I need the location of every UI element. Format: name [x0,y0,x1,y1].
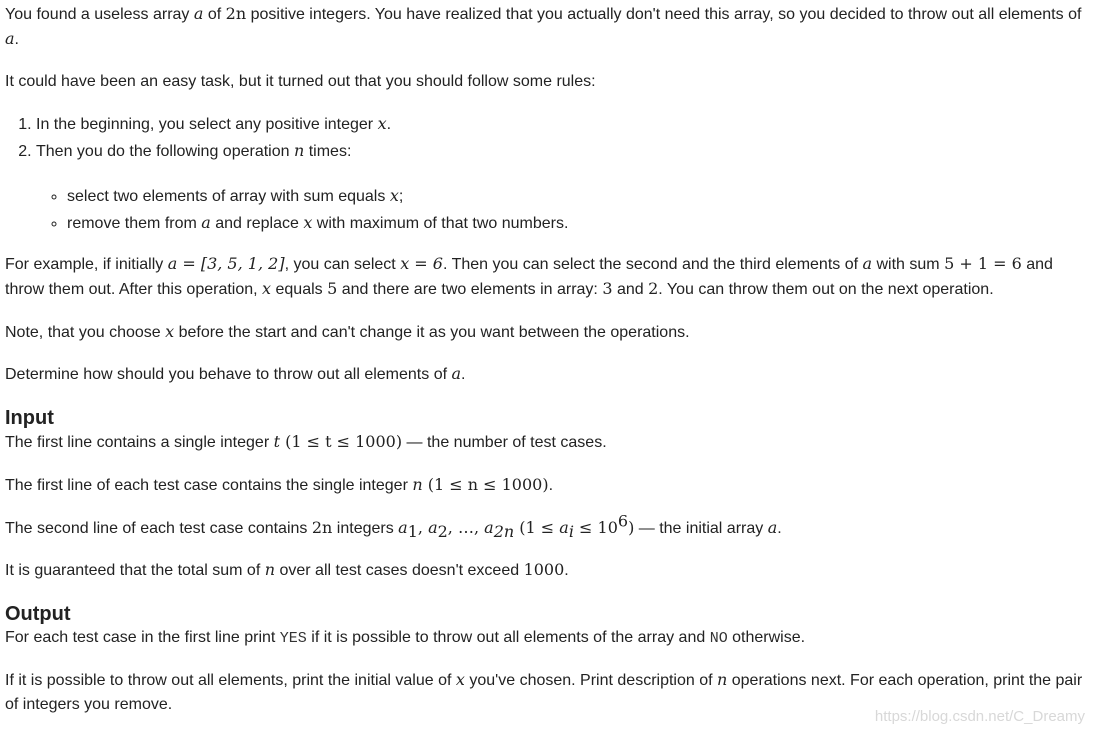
intro-paragraph: You found a useless array a of 2n positive integers. You have realized that you actually don't need this array, so you decided to throw out all elements of a. [5,4,1082,48]
output-line-1: For each test case in the first line print YES if it is possible to throw out all elements of the array and NO otherwise. [5,629,806,647]
math-n: n [293,141,305,160]
problem-statement [5,0,1090,717]
math-x: x [165,322,175,341]
input-line-4: It is guaranteed that the total sum of n over all test cases doesn't exceed 1000. [5,560,569,579]
math-3: 3 [602,279,613,298]
math-n: n [264,560,276,579]
math-x: x [262,279,272,298]
math-x: x [377,114,387,133]
watermark: https://blog.csdn.net/C_Dreamy [874,708,1085,725]
rule-item-1: 1. In the beginning, you select any positive integer x. [36,111,1090,138]
math-t: t [273,432,281,451]
math-n-bounds: (1 ≤ n ≤ 1000) [422,475,549,494]
math-a: a [201,213,211,232]
math-a: a [862,254,873,273]
rule-item-2: 2. Then you do the following operation n times: [36,138,1090,165]
math-x: x [455,670,465,689]
operation-step-1: ◦ select two elements of array with sum equals x; [67,183,1090,210]
input-heading: Input [5,407,54,429]
math-a: a [767,518,778,537]
math-2: 2 [648,279,659,298]
math-2n: 2n [225,4,247,23]
input-line-1: The first line contains a single integer t (1 ≤ t ≤ 1000) — the number of test cases. [5,432,607,451]
math-1000: 1000 [523,560,565,579]
math-n: n [717,670,728,689]
math-x: x [303,213,313,232]
determine-paragraph: Determine how should you behave to throw out all elements of a. [5,364,466,383]
output-line-2: If it is possible to throw out all elements, print the initial value of x you've chosen. Print description of n operations next. For each operation, print the pair of integers you remove. [5,670,1083,713]
math-array-example: a = [3, 5, 1, 2] [167,254,285,273]
input-line-2: The first line of each test case contains the single integer n (1 ≤ n ≤ 1000). [5,475,554,494]
math-x: x [389,186,399,205]
math-5: 5 [327,279,338,298]
math-a: a [5,29,15,48]
math-a: a [451,364,462,383]
output-heading: Output [5,603,71,625]
operation-steps-list [5,183,1090,237]
example-paragraph: For example, if initially a = [3, 5, 1, 2], you can select x = 6. Then you can select the second and the third elements of a with sum 5 + 1 = 6 and throw them out. After this operation, x equals 5 and there are two elements in array: 3 and 2. You can throw them out on the next operation. [5,254,1053,298]
math-array-elements: $a_1$, $a_2$, …, $a_{2n}$ [398,518,515,542]
note-paragraph: Note, that you choose x before the start and can't change it as you want between the operations. [5,322,690,341]
input-line-3: The second line of each test case contains 2n integers $a_1$, $a_2$, …, $a_{2n}$ $(1 \le a_i \le 10^6)$ — the initial array a. [5,511,782,542]
code-yes: YES [279,630,307,647]
math-ai-bounds: $(1 \le a_i \le 10^6)$ [514,511,635,542]
math-x-equals-6: x = 6 [400,254,443,273]
math-t-bounds: (1 ≤ t ≤ 1000) [280,432,403,451]
math-n: n [412,475,423,494]
math-a: a [193,4,204,23]
math-2n: 2n [311,518,333,537]
rules-list [5,111,1090,165]
math-sum: 5 + 1 = 6 [944,254,1022,273]
rules-intro: It could have been an easy task, but it turned out that you should follow some rules: [5,73,596,90]
code-no: NO [709,630,728,647]
operation-step-2: ◦ remove them from a and replace x with maximum of that two numbers. [67,210,1090,237]
